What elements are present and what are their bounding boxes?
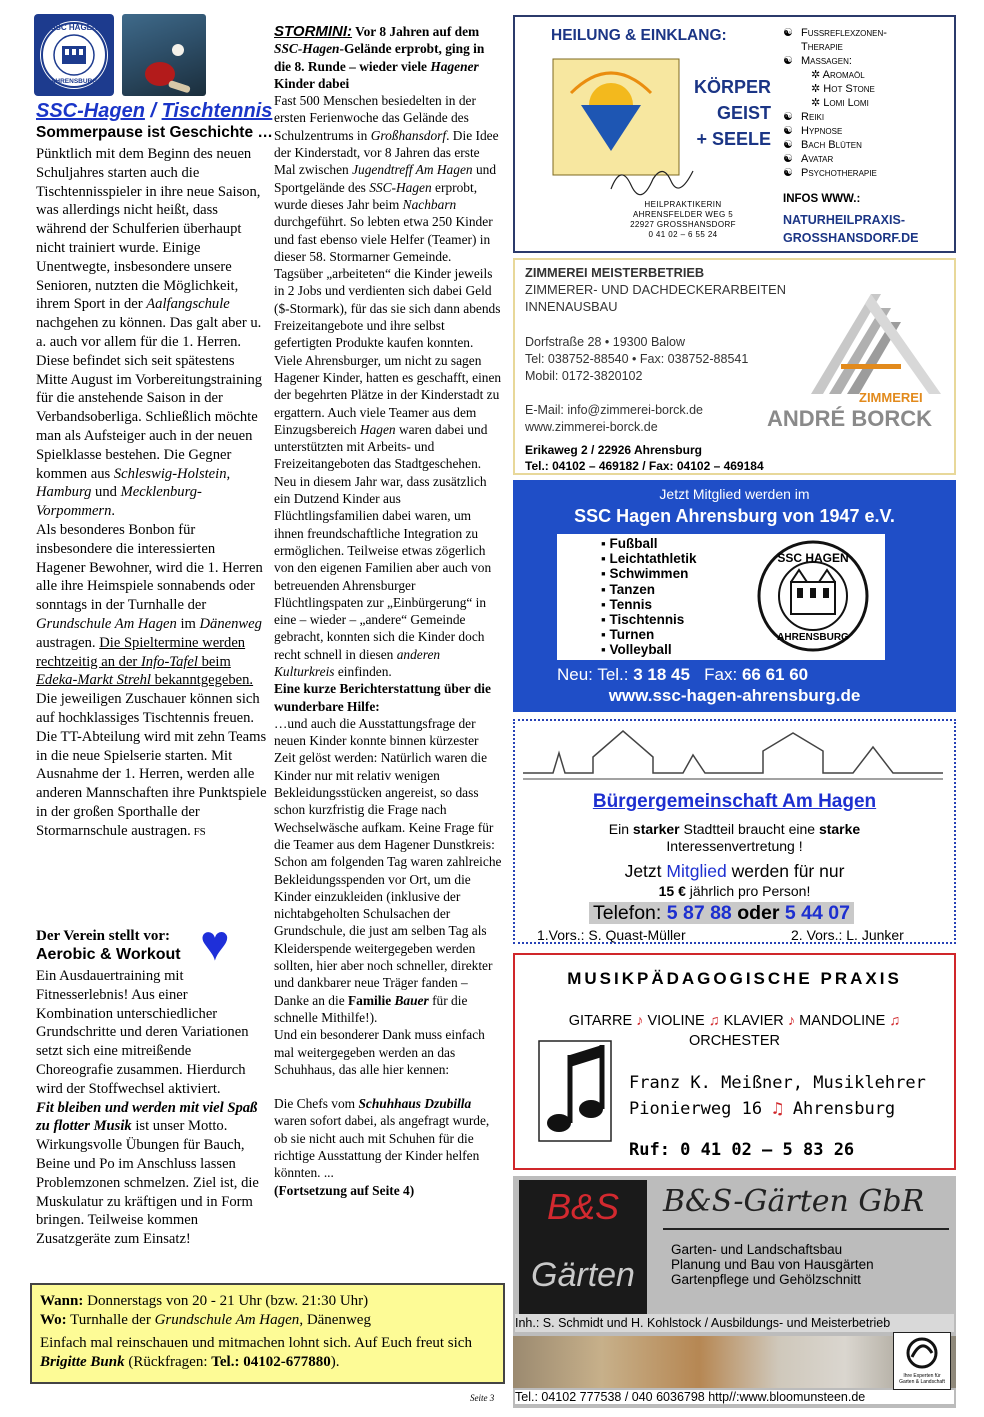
heading-club: SSC-Hagen xyxy=(36,100,145,122)
leaf-badge-icon xyxy=(894,1333,950,1373)
list-item: ☯ Avatar xyxy=(783,153,834,165)
note-icon: ♪ xyxy=(636,1013,644,1029)
musik-street: Pionierweg 16 ♫ Ahrensburg xyxy=(629,1099,896,1119)
list-item: ✲ Hot Stone xyxy=(811,83,875,95)
ssc-ad-white-panel xyxy=(557,534,885,660)
musik-ruf: Ruf: 0 41 02 – 5 83 26 xyxy=(629,1140,855,1160)
heilpraktiker-block: HEILPRAKTIKERIN AHRENSFELDER WEG 5 22927 GROSSHANSDORF 0 41 02 – 6 55 24 xyxy=(630,200,736,239)
naturheil-url[interactable]: NATURHEILPRAXIS- GROSSHANSDORF.DE xyxy=(783,213,919,245)
bg-vors1: 1.Vors.: S. Quast-Müller xyxy=(537,927,686,943)
music-note-icon xyxy=(537,1039,613,1143)
bg-title: Bürgergemeinschaft Am Hagen xyxy=(592,791,877,812)
ad-heilung xyxy=(513,15,956,253)
yin-yang-icon: ☯ xyxy=(783,27,793,39)
ssc-ad-line2: SSC Hagen Ahrensburg von 1947 e.V. xyxy=(574,506,895,526)
list-item: ☯ Reiki xyxy=(783,111,825,123)
yin-yang-icon: ☯ xyxy=(783,153,793,165)
aerobic-heading: Aerobic & Workout xyxy=(36,946,181,963)
yin-yang-icon: ☯ xyxy=(783,125,793,137)
wann-box xyxy=(30,1283,505,1384)
list-item: ▪ Leichtathletik xyxy=(601,551,697,567)
musik-instruments: GITARRE ♪ VIOLINE ♫ KLAVIER ♪ MANDOLINE ♫ ORCHESTER xyxy=(568,1013,901,1049)
zimmerei-lines: ZIMMEREI MEISTERBETRIEB ZIMMERER- UND DACHDECKERARBEITEN INNENAUSBAU xyxy=(525,265,786,314)
gaerten-name: B&S-Gärten GbR xyxy=(663,1184,925,1219)
note-icon: ♫ xyxy=(889,1013,901,1029)
asterisk-icon: ✲ xyxy=(811,97,824,109)
bg-line1: Ein starker Stadtteil braucht eine starke xyxy=(608,821,861,837)
list-item: ✲ Aromaöl xyxy=(811,69,865,81)
zimmerei-web[interactable]: E-Mail: info@zimmerei-borck.de www.zimmerei-borck.de xyxy=(525,403,704,434)
zimmerei-erika: Erikaweg 2 / 22926 Ahrensburg xyxy=(525,443,702,457)
musik-name: Franz K. Meißner, Musiklehrer xyxy=(629,1073,926,1093)
seele-text: + SEELE xyxy=(696,129,771,149)
ad-ssc-mitglied xyxy=(513,480,956,712)
gaerten-logo xyxy=(519,1180,647,1314)
geist-text: GEIST xyxy=(716,103,771,123)
wann-line: Wann: Donnerstags von 20 - 21 Uhr (bzw. 21:30 Uhr) xyxy=(40,1293,369,1309)
infos-label: INFOS WWW.: xyxy=(783,193,861,205)
gaerten-logo-top: B&S xyxy=(546,1186,620,1227)
svg-text:AHRENSBURG: AHRENSBURG xyxy=(777,632,849,643)
stormini-lead: STORMINI: Vor 8 Jahren auf dem SSC-Hagen-Gelände erprobt, ging in die 8. Runde – wieder viele Hagener Kinder dabei xyxy=(274,23,485,91)
zimmerei-contact: Dorfstraße 28 • 19300 Balow Tel: 038752-88540 • Fax: 038752-88541 Mobil: 0172-3820102 xyxy=(525,335,749,383)
table-tennis-photo xyxy=(122,14,206,96)
list-item: ▪ Turnen xyxy=(601,627,655,643)
asterisk-icon: ✲ xyxy=(811,83,824,95)
ad-buergergemeinschaft xyxy=(513,719,956,944)
stormini-p4: …und auch die Ausstattungsfrage der neuen Kinder konnte binnen kürzester Zeit gelöst werden: Natürlich waren die Kinder nur mit relativ wenigen Bekleidungsstücken angereist, so dass schon kurzfristig die Frage nach Wechselwäsche aufkam. Keine Frage für die Teamer aus dem Hagener Dunstkreis: Schon am folgenden Tag waren zahlreiche Bekleidungsspenden vor Ort, um die Kinder einzukleiden (inklusive der nichtabgeholten Schulsachen der Grundschule, die just am selben Tag als Kleiderspende weitergegeben werden sollten, hier aber noch schneller, direkter und dankbarer neue Träger fanden – Danke an die Familie Bauer für die schnelle Mithilfe!). xyxy=(274,715,502,1025)
wo-line: Wo: Turnhalle der Grundschule Am Hagen, Dänenweg xyxy=(40,1312,371,1328)
yin-yang-icon: ☯ xyxy=(783,139,793,151)
ad-musik xyxy=(513,953,956,1170)
zimmerei-name: ANDRÉ BORCK xyxy=(767,406,932,431)
stormini-p1: Fast 500 Menschen besiedelten in der ersten Ferienwoche das Gelände des Schulzentrums in Großhansdorf. Die Idee der Kinderstadt, vor 8 Jahren das erste Mal zwischen Jugendtreff Am Hagen und Sportgelände des SSC-Hagen erprobt, wurde dieses Jahr beim Nachbarn durchgeführt. So lebten etwa 250 Kinder und fast ebenso viele Helfer (Teamer) in dieser 58. Stormarner Gemeinde. Tagsüber „arbeiteten“ die Kinder jeweils in 2 Jobs und verdienten sich dabei Geld ($-Stormark), für das sie sich dann abends Freizeitangebote und ihre selbst gefertigten Produkte kaufen konnten. xyxy=(274,93,501,351)
stormini-p6: Die Chefs vom Schuhhaus Dzubilla waren sofort dabei, als angefragt wurde, ob sie nicht auch mit Schuhen für die richtige Ausstattung der Kinder helfen könnten. ... xyxy=(274,1096,490,1181)
stormini-p3: Neu in diesem Jahr war, dass zusätzlich ein Dutzend Kinder aus Flüchtlingsfamilien dabei waren, um ihnen freundschaftliche Integration zu ermöglichen. Teilweise etwas zögerlich von den eigenen Familien aber auch von betreuenden Ahrensburger Flüchtlingspaten zur „Einbürgerung“ in eine – wieder – „andere“ Gemeinde gebracht, konnten sich die Kinder doch recht schnell in diesen anderen Kulturkreis einfinden. xyxy=(274,473,492,679)
bg-line2: Interessenvertretung ! xyxy=(666,838,803,854)
list-item: ▪ Tischtennis xyxy=(601,612,685,628)
list-item: ☯ Hypnose xyxy=(783,125,843,137)
gaerten-line-rule xyxy=(663,1228,949,1230)
note-icon: ♫ xyxy=(708,1013,720,1029)
tt-paragraph: Pünktlich mit dem Beginn des neuen Schuljahres starten auch die Tischtennisspieler in ihre neue Saison, was allerdings nicht heißt, dass während der Schulferien überhaupt nicht trainiert wurde. Einige Unentwegte, insbesondere unsere Senioren, nutzten die Möglichkeit, ihrem Sport in der Aalfangschule nachgehen zu können. Das galt aber u. a. auch vor allem für die 1. Herren. Diese befindet sich seit spätestens Mitte August im Vorbereitungstraining für die anstehende Saison in der Verbandsoberliga. Schließlich möchte man als Aufsteiger auch in der neuen Spielklasse bestehen. Die Gegner kommen aus Schleswig-Holstein, Hamburg und Mecklenburg-Vorpommern. xyxy=(36,146,263,520)
list-item: ▪ Schwimmen xyxy=(601,566,689,582)
einfach-line: Einfach mal reinschauen und mitmachen lohnt sich. Auf Euch freut sich Brigitte Bunk (Rückfragen: Tel.: 04102-677880). xyxy=(40,1335,472,1370)
ssc-hagen-logo xyxy=(34,14,114,96)
tt-article xyxy=(36,145,268,841)
gaerten-services: Garten- und Landschaftsbau Planung und Bau von Hausgärten Gartenpflege und Gehölzschnitt xyxy=(671,1242,874,1287)
stormini-p2: Viele Ahrensburger, um nicht zu sagen Hagener Kinder, hatten es geschafft, einen der begehrten Plätze in der Kinderstadt zu ergattern. Auch viele Teamer aus dem Einzugsbereich Hagen waren dabei und unterstützten mit Arbeits- und Freizeitangeboten das Stadtgeschehen. xyxy=(274,352,502,472)
ssc-emblem-icon xyxy=(755,538,871,654)
svg-text:SSC HAGEN: SSC HAGEN xyxy=(777,551,849,565)
stormini-article xyxy=(274,23,503,1199)
note-icon: ♫ xyxy=(772,1099,783,1119)
ssc-ad-contact: Neu: Tel.: 3 18 45 Fax: 66 61 60 xyxy=(557,665,809,684)
yin-yang-icon: ☯ xyxy=(783,111,793,123)
heart-icon: ♥ xyxy=(200,915,230,971)
ssc-ad-line1: Jetzt Mitglied werden im xyxy=(659,486,810,502)
ad-zimmerei xyxy=(513,258,956,475)
koerper-text: KÖRPER xyxy=(693,77,771,97)
yin-yang-icon: ☯ xyxy=(783,167,793,179)
stormini-p5: Und ein besonderer Dank muss einfach mal weitergegeben werden an das Schuhhaus, das alle hier kennen: xyxy=(274,1027,485,1077)
bg-line4: 15 € jährlich pro Person! xyxy=(658,883,811,899)
heilung-title: HEILUNG & EINKLANG: xyxy=(551,27,727,44)
therapy-list xyxy=(783,26,887,180)
verein-heading: Der Verein stellt vor: xyxy=(36,928,170,944)
aerobic-article xyxy=(36,967,266,1249)
logo-ring-bottom: AHRENSBURG xyxy=(50,78,98,85)
paddle-ball-icon xyxy=(122,14,206,96)
bg-vors2: 2. Vors.: L. Junker xyxy=(791,927,904,943)
asterisk-icon: ✲ xyxy=(811,69,823,81)
heading-sport: Tischtennis xyxy=(161,100,273,122)
bg-line3: Jetzt Mitglied werden für nur xyxy=(624,861,845,881)
list-item: ✲ Lomi Lomi xyxy=(811,97,869,109)
stormini-bericht: Eine kurze Berichterstattung über die wunderbare Hilfe: xyxy=(274,681,491,714)
sport-list xyxy=(601,536,697,658)
list-item: ☯ Bach Blüten xyxy=(783,139,862,151)
logo-ring-top: SSC HAGEN xyxy=(50,23,98,32)
gaerten-photo xyxy=(513,1336,956,1388)
list-item: ☯ Massagen: xyxy=(783,55,852,67)
houses-icon xyxy=(523,725,943,795)
zimmerei-telfax: Tel.: 04102 – 469182 / Fax: 04102 – 469184 xyxy=(525,459,764,473)
tt-subtitle: Sommerpause ist Geschichte … xyxy=(36,124,273,141)
note-icon: ♪ xyxy=(787,1013,796,1029)
gaerten-logo-bottom: Gärten xyxy=(531,1256,635,1294)
aerobic-motto: Fit bleiben und werden mit viel Spaß zu flotter Musik ist unser Motto. Wirkungsvolle Übungen für Bauch, Beine und Po im Anschluss lassen Problemzonen schmelzen. Ziel ist, die Muskulatur zu kräftigen und in Form bringen. Teilweise kommen Zusatzgeräte zum Einsatz! xyxy=(36,1099,259,1248)
aerobic-text: Ein Ausdauertraining mit Fitnesserlebnis! Aus einer Kombination unterschiedlicher Grundschritte und deren Variationen setzt sich eine mitreißende Choreografie zusammen. Hierdurch wird der Stoffwechsel aktiviert. xyxy=(36,968,249,1097)
list-item: ☯ Fußreflexzonen- xyxy=(783,27,887,39)
gaerten-badge xyxy=(893,1332,951,1390)
list-item: ▪ Fußball xyxy=(601,536,658,551)
list-item: Therapie xyxy=(801,41,843,53)
zimmerei-word: ZIMMEREI xyxy=(859,390,923,405)
gaerten-inh: Inh.: S. Schmidt und H. Kohlstock / Ausbildungs- und Meisterbetrieb xyxy=(515,1314,954,1332)
gaerten-tel: Tel.: 04102 777538 / 040 6036798 http//:www.bloomunsteen.de xyxy=(515,1390,954,1404)
list-item: ▪ Volleyball xyxy=(601,642,672,658)
signature xyxy=(607,157,697,197)
page-number: Seite 3 xyxy=(470,1393,495,1403)
gaerten-badge-text: Ihre Experten für Garten & Landschaft xyxy=(899,1373,945,1385)
list-item: ▪ Tanzen xyxy=(601,581,656,597)
ssc-ad-url[interactable]: www.ssc-hagen-ahrensburg.de xyxy=(608,686,861,705)
list-item: ☯ Psychotherapie xyxy=(783,167,877,179)
ad-gaerten xyxy=(513,1176,956,1408)
musik-title: MUSIKPÄDAGOGISCHE PRAXIS xyxy=(567,969,902,988)
list-item: ▪ Tennis xyxy=(601,596,653,612)
bg-phone: Telefon: 5 87 88 oder 5 44 07 xyxy=(589,902,854,924)
heading-slash: / xyxy=(144,100,162,122)
yin-yang-icon: ☯ xyxy=(783,55,793,67)
fortsetzung-note: (Fortsetzung auf Seite 4) xyxy=(274,1182,415,1198)
tt-heading xyxy=(36,100,272,122)
roof-logo-icon xyxy=(801,284,951,404)
tt-paragraph-2: Als besonderes Bonbon für insbesondere die interessierten Hagener Bewohner, wird die 1. Herren alle ihre Heimspiele sonnabends oder sonntags in der Turnhalle der Grundschule Am Hagen im Dänenweg austragen. Die Spieltermine werden rechtzeitig an der Info-Tafel beim Edeka-Markt Strehl bekanntgegeben. Die jeweiligen Zuschauer können sich auf hochklassiges Tischtennis freuen. Die TT-Abteilung wird mit zehn Teams in die neue Spielserie starten. Mit Ausnahme der 1. Herren, werden alle anderen Mannschaften ihre Punktspiele in der großen Sporthalle der Stormarnschule austragen. FS xyxy=(36,521,267,839)
